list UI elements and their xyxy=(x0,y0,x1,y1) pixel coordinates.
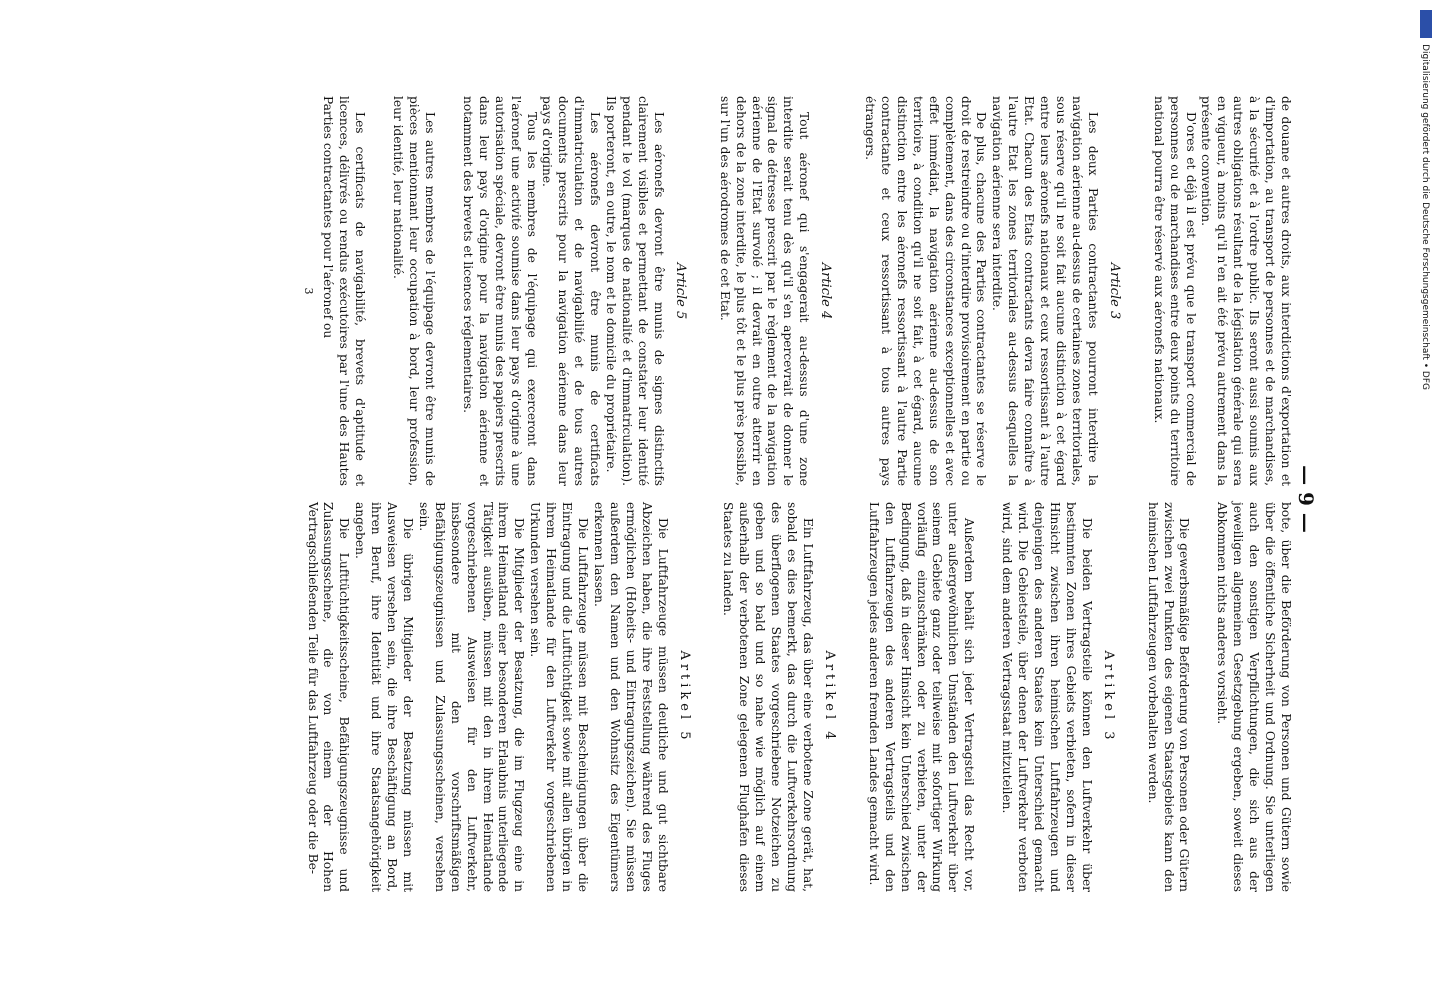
de-article-5-paragraph-5: Die Lufttüchtigkeitsscheine, Befähigungszeugnisse und Zulassungsscheine, die von einem der Hohen Vertragschließenden Teile für das Luftfahrzeug oder die Be- xyxy=(305,502,352,892)
fr-article-4-title: Article 4 xyxy=(818,262,834,320)
fr-article-5-paragraph-4: Les autres membres de l'équipage devront être munis de pièces mentionnant leur occupation à bord, leur profession, leur identité, leur nationalité. xyxy=(391,96,438,486)
digitization-stamp-text: Digitalisierung gefördert durch die Deutsche Forschungsgemeinschaft • DFG xyxy=(1420,44,1430,390)
fr-article-5-title: Article 5 xyxy=(672,262,688,320)
fr-intro-paragraph: de douane et autres droits, aux interdictions d'exportation et d'importation, au transport de personnes et de marchandises, à la sécurité et à l'ordre public. Ils seront aussi soumis aux autres obligations résultant de la législation générale qui sera en vigueur, à moins qu'il n'en ait été prévu autrement dans la présente convention. xyxy=(1199,96,1293,486)
footer-page-number: 3 xyxy=(301,287,315,295)
de-article-5-paragraph-4: Die übrigen Mitglieder der Besatzung müssen mit Ausweisen versehen sein, die ihre Beschäftigung an Bord, ihren Beruf, ihre Identität und ihre Staatsangehörigkeit angeben. xyxy=(353,502,416,892)
de-article-3-title: Artikel 3 xyxy=(1100,650,1116,744)
german-column xyxy=(304,502,1293,892)
de-article-5-paragraph-2: Die Luftfahrzeuge müssen mit Bescheinigungen über die Eintragung und die Lufttüchtigkeit sowie mit allen übrigen in ihrem Heimatlande für den Luftverkehr vorgeschriebenen Urkunden versehen sein. xyxy=(528,502,590,892)
fr-article-5-paragraph-2: Les aéronefs devront être munis de certificats d'immatriculation et de navigabilité et de tous autres documents prescrits pour la navigation aérienne dans leur pays d'origine. xyxy=(540,96,603,486)
de-article-5-paragraph-3: Die Mitglieder der Besatzung, die im Flugzeug eine in ihrem Heimatland einer besonderen Erlaubnis unterliegende Tätigkeit ausüben, müssen mit den in ihrem Heimatlande vorgeschriebenen Ausweisen für den Luftverkehr, insbesondere mit den vorschriftsmäßigen Befähigungszeugnissen und Zulassungsscheinen, versehen sein. xyxy=(416,502,527,892)
french-column xyxy=(300,96,1293,486)
de-article-3-paragraph-1: Die beiden Vertragsteile können den Luftverkehr über bestimmten Zonen ihres Gebiets verbieten, sofern in dieser Hinsicht zwischen ihren heimischen Luftfahrzeugen und denjenigen des anderen Staates kein Unterschied gemacht wird. Die Gebietsteile, über denen der Luftverkehr verboten wird, sind dem anderen Vertragsstaat mitzuteilen. xyxy=(1000,502,1094,892)
de-article-5-paragraph-1: Die Luftfahrzeuge müssen deutliche und gut sichtbare Abzeichen haben, die ihre Feststellung während des Fluges ermöglichen (Hoheits- und Eintragungszeichen). Sie müssen außerdem den Namen und den Wohnsitz des Eigentümers erkennen lassen. xyxy=(591,502,670,892)
fr-article-5-paragraph-1: Les aéronefs devront être munis de signes distinctifs clairement visibles et permettant de constater leur identité pendant le vol (marques de nationalité et d'immatriculation). Ils porteront, en outre, le nom et le domicile du propriétaire. xyxy=(604,96,666,486)
dfg-logo-icon xyxy=(1420,10,1432,38)
fr-article-3-paragraph-2: De plus, chacune des Parties contractantes se réserve le droit de restreindre ou d'interdire provisoirement en partie ou complètement, dans des circonstances exceptionnelles et avec effet immédiat, la navigation aérienne au-dessus de son territoire, à condition qu'il ne soit fait, à cet égard, aucune distinction entre les aéronefs ressortissant à l'autre Partie contractante et ceux ressortissant à tous autres pays étrangers. xyxy=(863,96,989,486)
de-article-5-title: Artikel 5 xyxy=(676,650,692,744)
de-article-3-paragraph-2: Außerdem behält sich jeder Vertragsteil das Recht vor, unter außergewöhnlichen Umständen den Luftverkehr über seinem Gebiete ganz oder teilweise mit sofortiger Wirkung vorläufig einzuschränken oder zu verbieten, unter der Bedingung, daß in dieser Hinsicht kein Unterschied zwischen den Luftfahrzeugen des anderen Vertragsteils und den Luftfahrzeugen jedes anderen fremden Landes gemacht wird. xyxy=(866,502,977,892)
digitization-stamp xyxy=(1418,10,1432,390)
fr-article-5-paragraph-5: Les certificats de navigabilité, brevets d'aptitude et licences, délivrés ou rendus exécutoires par l'une des Hautes Parties contractantes pour l'aéronef ou xyxy=(321,96,368,486)
fr-article-3-paragraph-1: Les deux Parties contractantes pourront interdire la navigation aérienne au-dessus de certaines zones territoriales, sous réserve qu'il ne soit fait aucune distinction à cet égard entre leurs aéronefs nationaux et ceux ressortissant à l'autre Etat. Chacun des Etats contractants devra faire connaître à l'autre Etat les zones territoriales au-dessus desquelles la navigation aérienne sera interdite. xyxy=(990,96,1100,486)
de-article-4-title: Artikel 4 xyxy=(821,650,837,744)
de-transport-paragraph: Die gewerbsmäßige Beförderung von Personen oder Gütern zwischen zwei Punkten des eigenen Staatsgebiets kann den heimischen Luftfahrzeugen vorbehalten werden. xyxy=(1145,502,1192,892)
de-article-4-paragraph-1: Ein Luftfahrzeug, das über eine verbotene Zone gerät, hat, sobald es dies bemerkt, das durch die Luftverkehrsordnung des überflogenen Staates vorgeschriebene Notzeichen zu geben und so bald und so nahe wie möglich auf einem außerhalb der verbotenen Zone gelegenen Flughafen dieses Staates zu landen. xyxy=(721,502,815,892)
page-number: — 9 — xyxy=(1294,465,1318,533)
de-intro-paragraph: bote, über die Beförderung von Personen und Gütern sowie über die öffentliche Sicherheit und Ordnung. Sie unterliegen auch den sonstigen Verpflichtungen, die sich aus der jeweiligen allgemeinen Gesetzgebung ergeben, soweit dieses Abkommen nichts anderes vorsieht. xyxy=(1215,502,1293,892)
rotated-page xyxy=(115,96,1319,902)
fr-article-5-paragraph-3: Tous les membres de l'équipage qui exerceront dans l'aéronef une activité soumise dans leur pays d'origine à une autorisation spéciale, devront être munis des papiers prescrits dans leur pays d'origine pour la navigation aérienne et notamment des brevets et licences réglementaires. xyxy=(460,96,539,486)
fr-transport-paragraph: D'ores et déjà il est prévu que le transport commercial de personnes ou de marchandises entre deux points du territoire national pourra être réservé aux aéronefs nationaux. xyxy=(1151,96,1198,486)
fr-article-4-paragraph-1: Tout aéronef qui s'engagerait au-dessus d'une zone interdite serait tenu dès qu'il s'en apercevrait de donner le signal de détresse prescrit par le règlement de la navigation aérienne de l'Etat survolé ; il devrait en outre atterrir en dehors de la zone interdite, le plus tôt et le plus près possible, sur l'un des aérodromes de cet Etat. xyxy=(717,96,812,486)
fr-article-3-title: Article 3 xyxy=(1106,262,1122,320)
